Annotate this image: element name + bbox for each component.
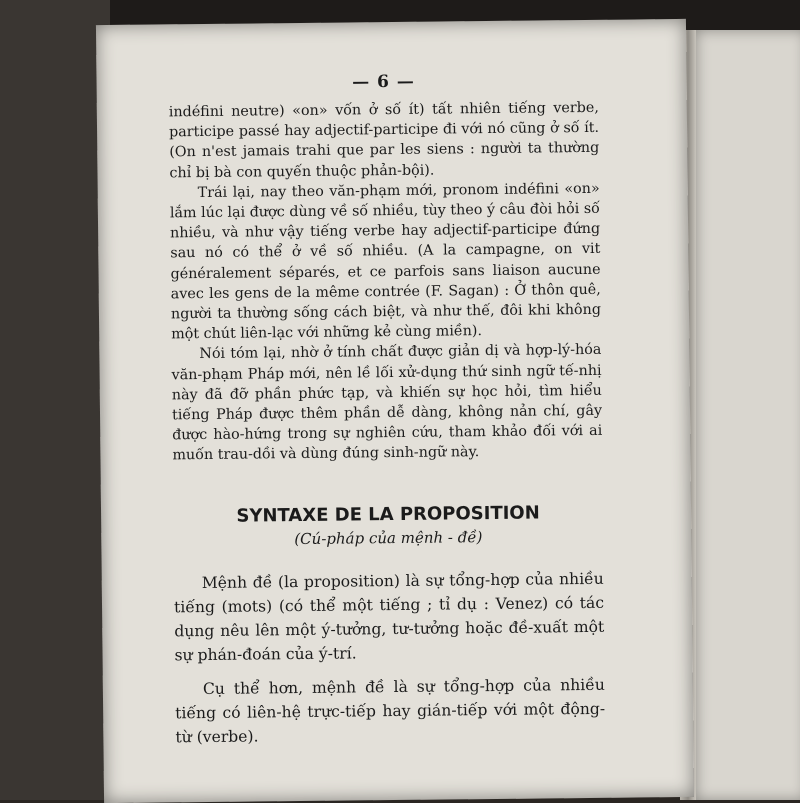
paragraph-1: indéfini neutre) «on» vốn ở số ít) tất nhiên tiếng verbe, participe passé hay adjectif-participe đi với nó cũng ở số ít. (On n'est jamais trahi que par les siens : người ta thường chỉ bị bà con quyến thuộc phản-bội). xyxy=(168,99,600,181)
facing-page xyxy=(690,30,800,800)
paragraph-2: Trái lại, nay theo văn-phạm mới, pronom indéfini «on» lắm lúc lại được dùng về số nhiều, tùy theo ý câu đòi hỏi số nhiều, và như vậy tiếng verbe hay adjectif-participe đứng sau nó có thể ở về số nhiều. (A la campagne, on vit généralement séparés, et ce parfois sans liaison aucune avec les gens de la même contrée (F. Sagan) : Ở thôn quê, người ta thường sống cách biệt, và như thế, đôi khi không một chút liên-lạc với những kẻ cùng miền). xyxy=(169,180,602,343)
book-page xyxy=(96,19,694,803)
paragraph-3: Nói tóm lại, nhờ ở tính chất được giản dị và hợp-lý-hóa văn-phạm Pháp mới, nên lề lối xử-dụng thứ sinh ngữ tế-nhị này đã đỡ phần phức tạp, và khiến sự học hỏi, tìm hiểu tiếng Pháp được thêm phần dễ dàng, không nản chí, gây được hào-hứng trong sự nghiên cứu, tham khảo đối với ai muốn trau-dồi và dùng đúng sinh-ngữ này. xyxy=(171,342,603,464)
section-subtitle: (Cú-pháp của mệnh - đề) xyxy=(294,527,483,548)
background-left xyxy=(0,0,110,800)
section-title: SYNTAXE DE LA PROPOSITION xyxy=(236,502,540,527)
section-paragraph-1: Mệnh đề (la proposition) là sự tổng-hợp của nhiều tiếng (mots) (có thể một tiếng ; tỉ dụ : Venez) có tác dụng nêu lên một ý-tưởng, tư-tưởng hoặc đề-xuất một sự phán-đoán của ý-trí. xyxy=(173,569,605,664)
page-content xyxy=(168,70,605,749)
section-paragraph-2: Cụ thể hơn, mệnh đề là sự tổng-hợp của nhiều tiếng có liên-hệ trực-tiếp hay gián-tiếp với một động-từ (verbe). xyxy=(175,675,606,746)
page-number: — 6 — xyxy=(352,71,415,93)
